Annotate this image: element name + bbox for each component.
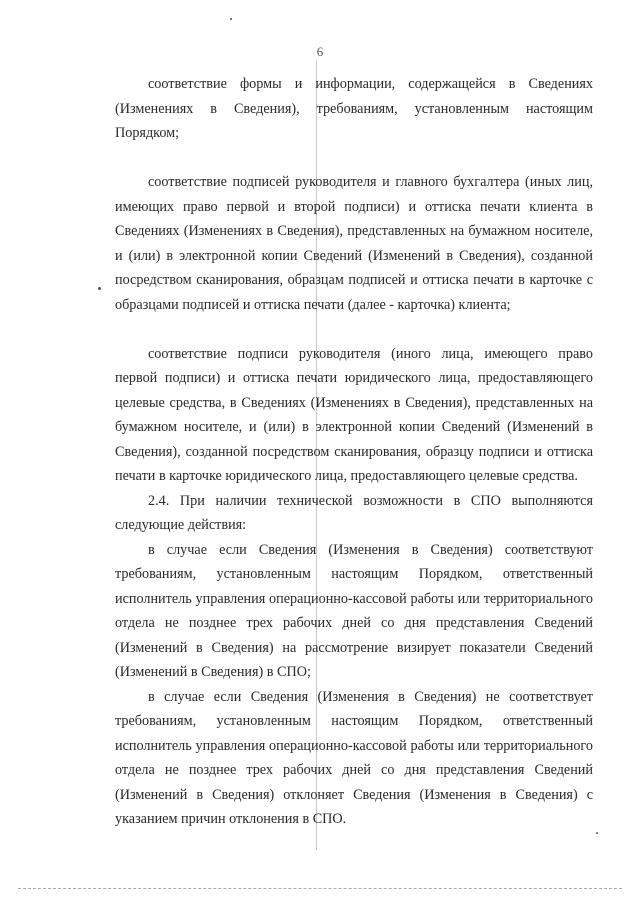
paragraph-noncompliant-case: в случае если Сведения (Изменения в Сведения) не соответствует требованиям, установленным настоящим Порядком, ответственный исполнитель управления операционно-кассовой работы или территориального отдела не позднее трех рабочих дней со дня представления Сведений (Изменений в Сведения) отклоняет Сведения (Изменения в Сведения) с указанием причин отклонения в СПО. (115, 688, 593, 827)
scan-bottom-edge (18, 888, 622, 889)
paragraph-legal-entity-signature: соответствие подписи руководителя (иного лица, имеющего право первой подписи) и оттиска печати юридического лица, предоставляющего целевые средства, в Сведениях (Изменениях в Сведения), представленных на бумажном носителе, и (или) в электронной копии Сведений (Изменений в Сведения), созданной посредством сканирования, образцу подписи и оттиска печати в карточке юридического лица, предоставляющего целевые средства. (115, 345, 593, 484)
paragraph-signatures-compliance: соответствие подписей руководителя и главного бухгалтера (иных лиц, имеющих право первой и второй подписи) и оттиска печати клиента в Сведениях (Изменениях в Сведения), представленных на бумажном носителе, и (или) в электронной копии Сведений (Изменений в Сведения), созданной посредством сканирования, образцам подписей и оттиска печати в карточке с образцами подписей и оттиска печати (далее - карточка) клиента; (115, 174, 593, 313)
document-body (115, 72, 593, 832)
paragraph-form-compliance: соответствие формы и информации, содержащейся в Сведениях (Изменениях в Сведения), требованиям, установленным настоящим Порядком; (115, 76, 593, 141)
page-number: 6 (316, 44, 324, 59)
scan-speck (98, 287, 101, 290)
paragraph-section-2-4: 2.4. При наличии технической возможности в СПО выполняются следующие действия: (115, 492, 593, 533)
scan-speck (230, 18, 232, 20)
paragraph-compliant-case: в случае если Сведения (Изменения в Сведения) соответствуют требованиям, установленным настоящим Порядком, ответственный исполнитель управления операционно-кассовой работы или территориального отдела не позднее трех рабочих дней со дня представления Сведений (Изменений в Сведения) на рассмотрение визирует показатели Сведений (Изменений в Сведения) в СПО; (115, 541, 593, 680)
scan-speck (596, 832, 598, 834)
